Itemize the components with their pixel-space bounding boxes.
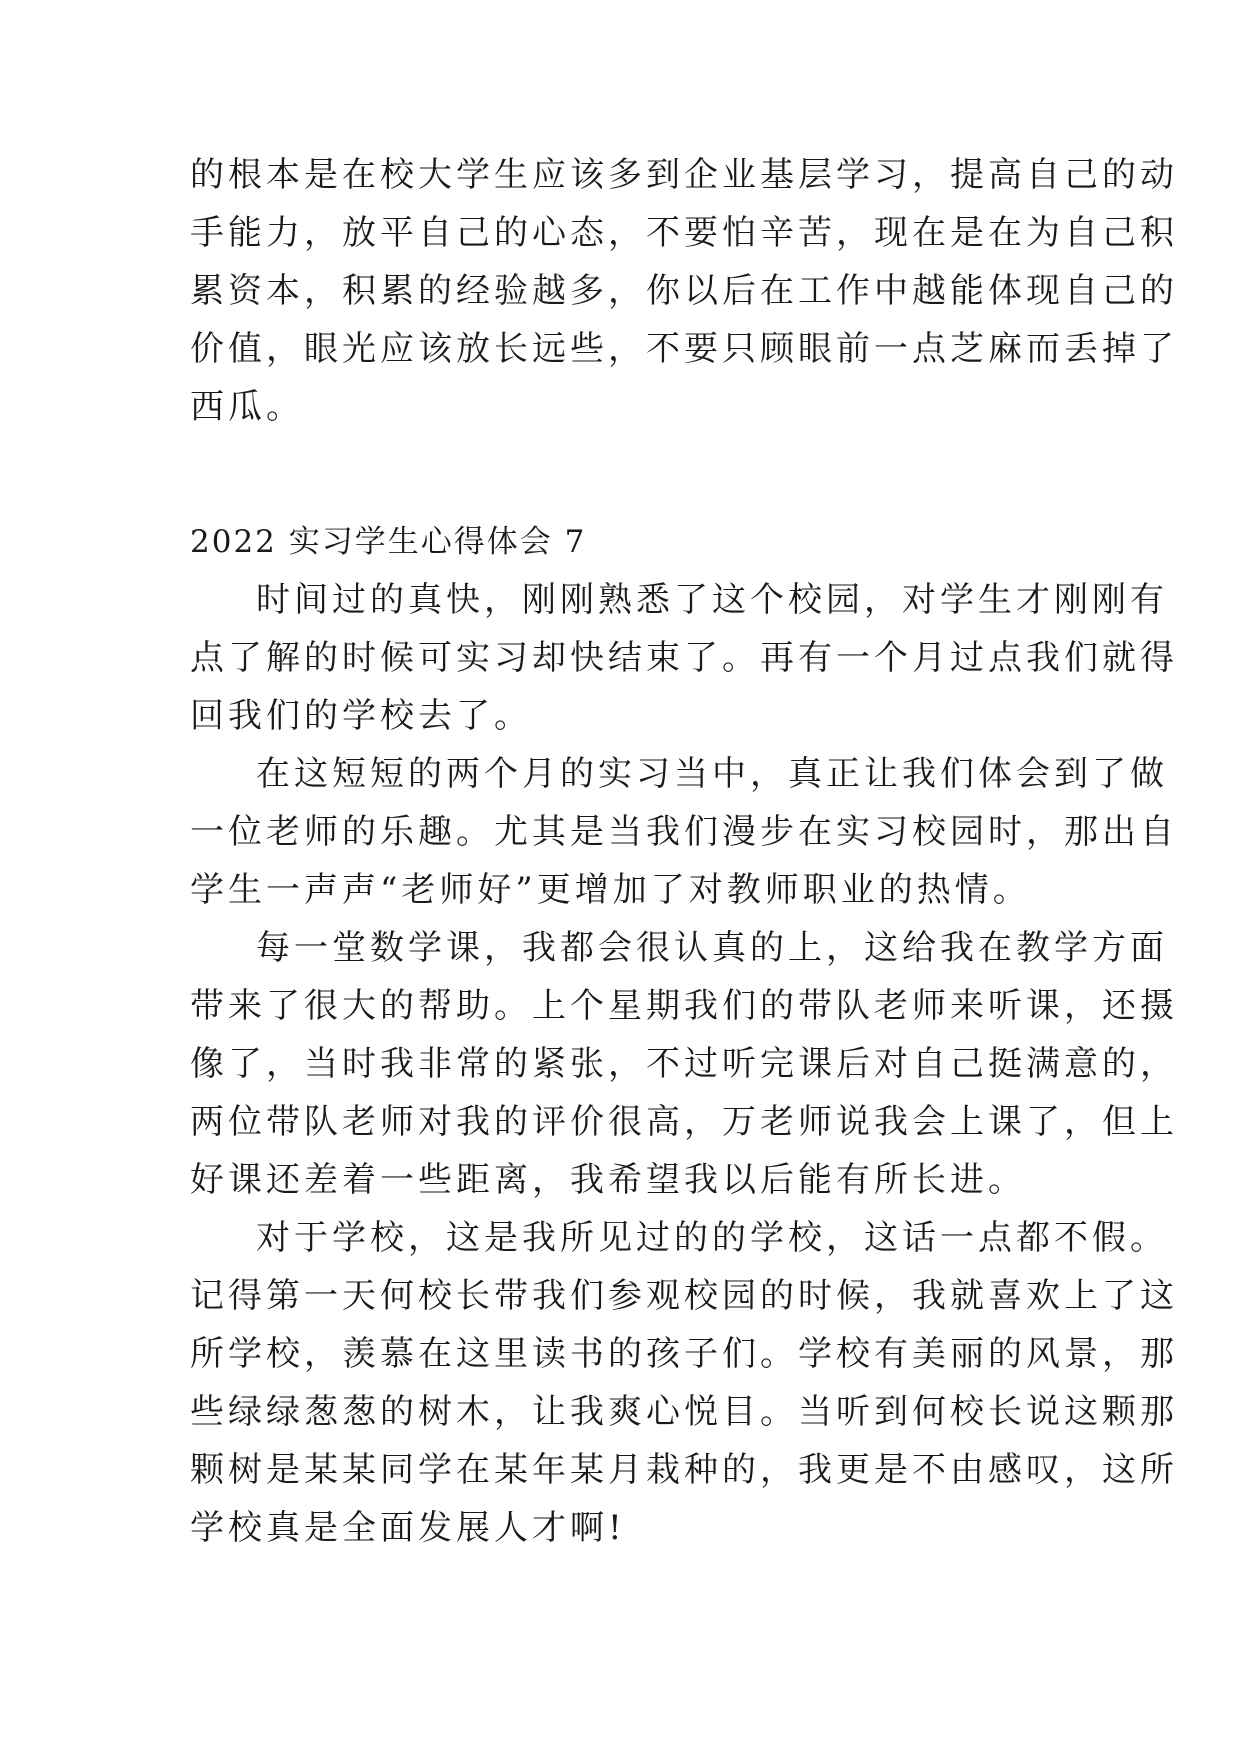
paragraph-4 <box>190 1209 1178 1557</box>
text-line: 回我们的学校去了。 <box>190 696 532 736</box>
text-line: 在这短短的两个月的实习当中，真正让我们体会到了做 <box>256 754 1168 794</box>
paragraph-1 <box>190 571 1178 745</box>
text-line: 学生一声声“老师好”更增加了对教师职业的热情。 <box>190 870 1031 910</box>
text-line: 一位老师的乐趣。尤其是当我们漫步在实习校园时，那出自 <box>190 812 1178 852</box>
text-line: 的根本是在校大学生应该多到企业基层学习，提高自己的动 <box>190 155 1178 195</box>
text-line: 手能力，放平自己的心态，不要怕辛苦，现在是在为自己积 <box>190 213 1178 253</box>
text-line: 对于学校，这是我所见过的的学校，这话一点都不假。 <box>256 1218 1168 1258</box>
text-line: 点了解的时候可实习却快结束了。再有一个月过点我们就得 <box>190 638 1178 678</box>
text-line: 带来了很大的帮助。上个星期我们的带队老师来听课，还摄 <box>190 986 1178 1026</box>
paragraph-2 <box>190 745 1178 919</box>
section <box>190 513 1060 571</box>
text-line: 价值，眼光应该放长远些，不要只顾眼前一点芝麻而丢掉了 <box>190 329 1178 369</box>
text-line: 两位带队老师对我的评价很高，万老师说我会上课了，但上 <box>190 1102 1178 1142</box>
text-line: 时间过的真快，刚刚熟悉了这个校园，对学生才刚刚有 <box>256 580 1168 620</box>
text-line: 累资本，积累的经验越多，你以后在工作中越能体现自己的 <box>190 271 1178 311</box>
paragraph-3 <box>190 919 1178 1209</box>
text-line: 颗树是某某同学在某年某月栽种的，我更是不由感叹，这所 <box>190 1450 1178 1490</box>
text-line: 像了，当时我非常的紧张，不过听完课后对自己挺满意的， <box>190 1044 1178 1084</box>
text-line: 学校真是全面发展人才啊! <box>190 1508 626 1548</box>
text-line: 西瓜。 <box>190 387 304 427</box>
text-line: 好课还差着一些距离，我希望我以后能有所长进。 <box>190 1160 1026 1200</box>
text-line: 些绿绿葱葱的树木，让我爽心悦目。当听到何校长说这颗那 <box>190 1392 1178 1432</box>
text-line: 所学校，羡慕在这里读书的孩子们。学校有美丽的风景，那 <box>190 1334 1178 1374</box>
text-line: 记得第一天何校长带我们参观校园的时候，我就喜欢上了这 <box>190 1276 1178 1316</box>
text-line: 每一堂数学课，我都会很认真的上，这给我在教学方面 <box>256 928 1168 968</box>
intro-paragraph <box>190 146 1178 436</box>
section-title: 2022 实习学生心得体会 7 <box>190 524 587 560</box>
